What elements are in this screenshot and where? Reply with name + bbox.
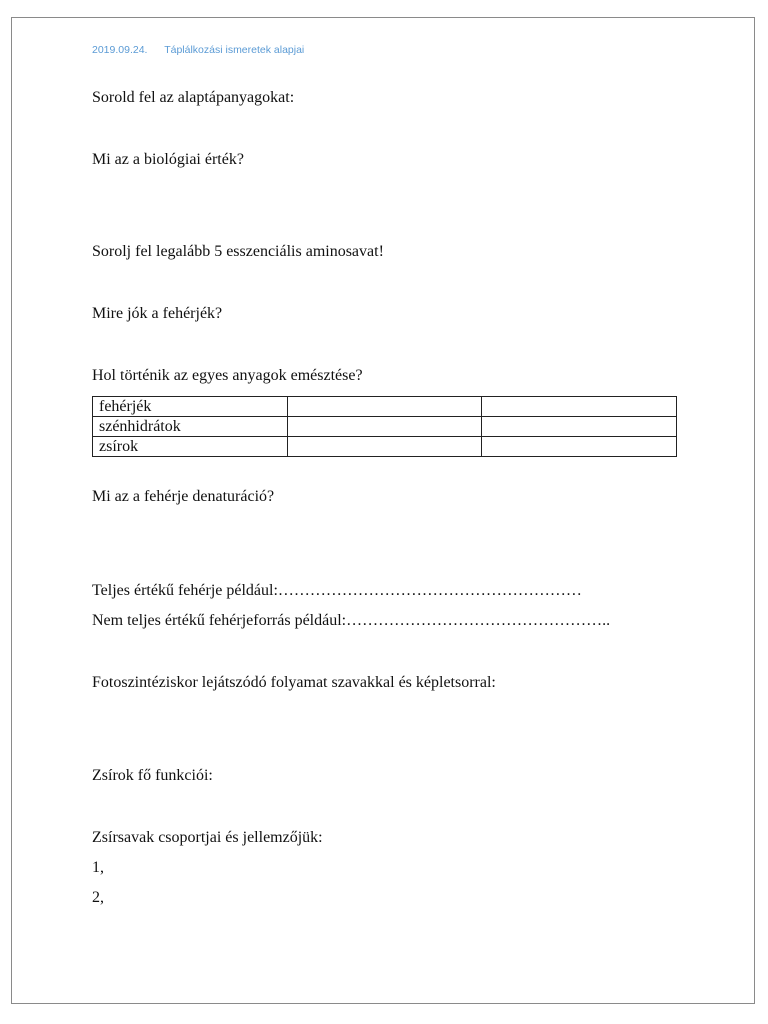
question-fatty-acid-groups: Zsírsavak csoportjai és jellemzőjük: xyxy=(92,829,323,846)
list-item: 1, xyxy=(92,859,104,876)
table-row xyxy=(93,397,677,417)
list-item: 2, xyxy=(92,889,104,906)
header-title: Táplálkozási ismeretek alapjai xyxy=(164,44,305,56)
table-cell xyxy=(287,417,482,437)
question-essential-amino-acids: Sorolj fel legalább 5 esszenciális aminosavat! xyxy=(92,243,384,260)
table-cell xyxy=(287,437,482,457)
question-proteins-purpose: Mire jók a fehérjék? xyxy=(92,305,223,322)
question-photosynthesis: Fotoszintéziskor lejátszódó folyamat szavakkal és képletsorral: xyxy=(92,674,496,691)
table-cell-label: fehérjék xyxy=(93,397,288,417)
table-cell xyxy=(482,417,677,437)
table-row xyxy=(93,417,677,437)
table-cell xyxy=(482,437,677,457)
question-incomplete-protein: Nem teljes értékű fehérjeforrás például:………………………………………….. xyxy=(92,612,611,629)
digestion-table xyxy=(92,396,677,457)
page-header xyxy=(92,44,304,56)
question-biological-value: Mi az a biológiai érték? xyxy=(92,151,244,168)
question-basic-nutrients: Sorold fel az alaptápanyagokat: xyxy=(92,89,295,106)
table-cell-label: szénhidrátok xyxy=(93,417,288,437)
table-cell-label: zsírok xyxy=(93,437,288,457)
table-row xyxy=(93,437,677,457)
table-cell xyxy=(287,397,482,417)
table-cell xyxy=(482,397,677,417)
question-digestion-location: Hol történik az egyes anyagok emésztése? xyxy=(92,367,363,384)
question-fat-functions: Zsírok fő funkciói: xyxy=(92,767,213,784)
question-protein-denaturation: Mi az a fehérje denaturáció? xyxy=(92,488,275,505)
header-date: 2019.09.24. xyxy=(92,44,148,56)
document-page xyxy=(11,17,755,1004)
question-complete-protein: Teljes értékű fehérje például:………………………………………………… xyxy=(92,582,582,599)
